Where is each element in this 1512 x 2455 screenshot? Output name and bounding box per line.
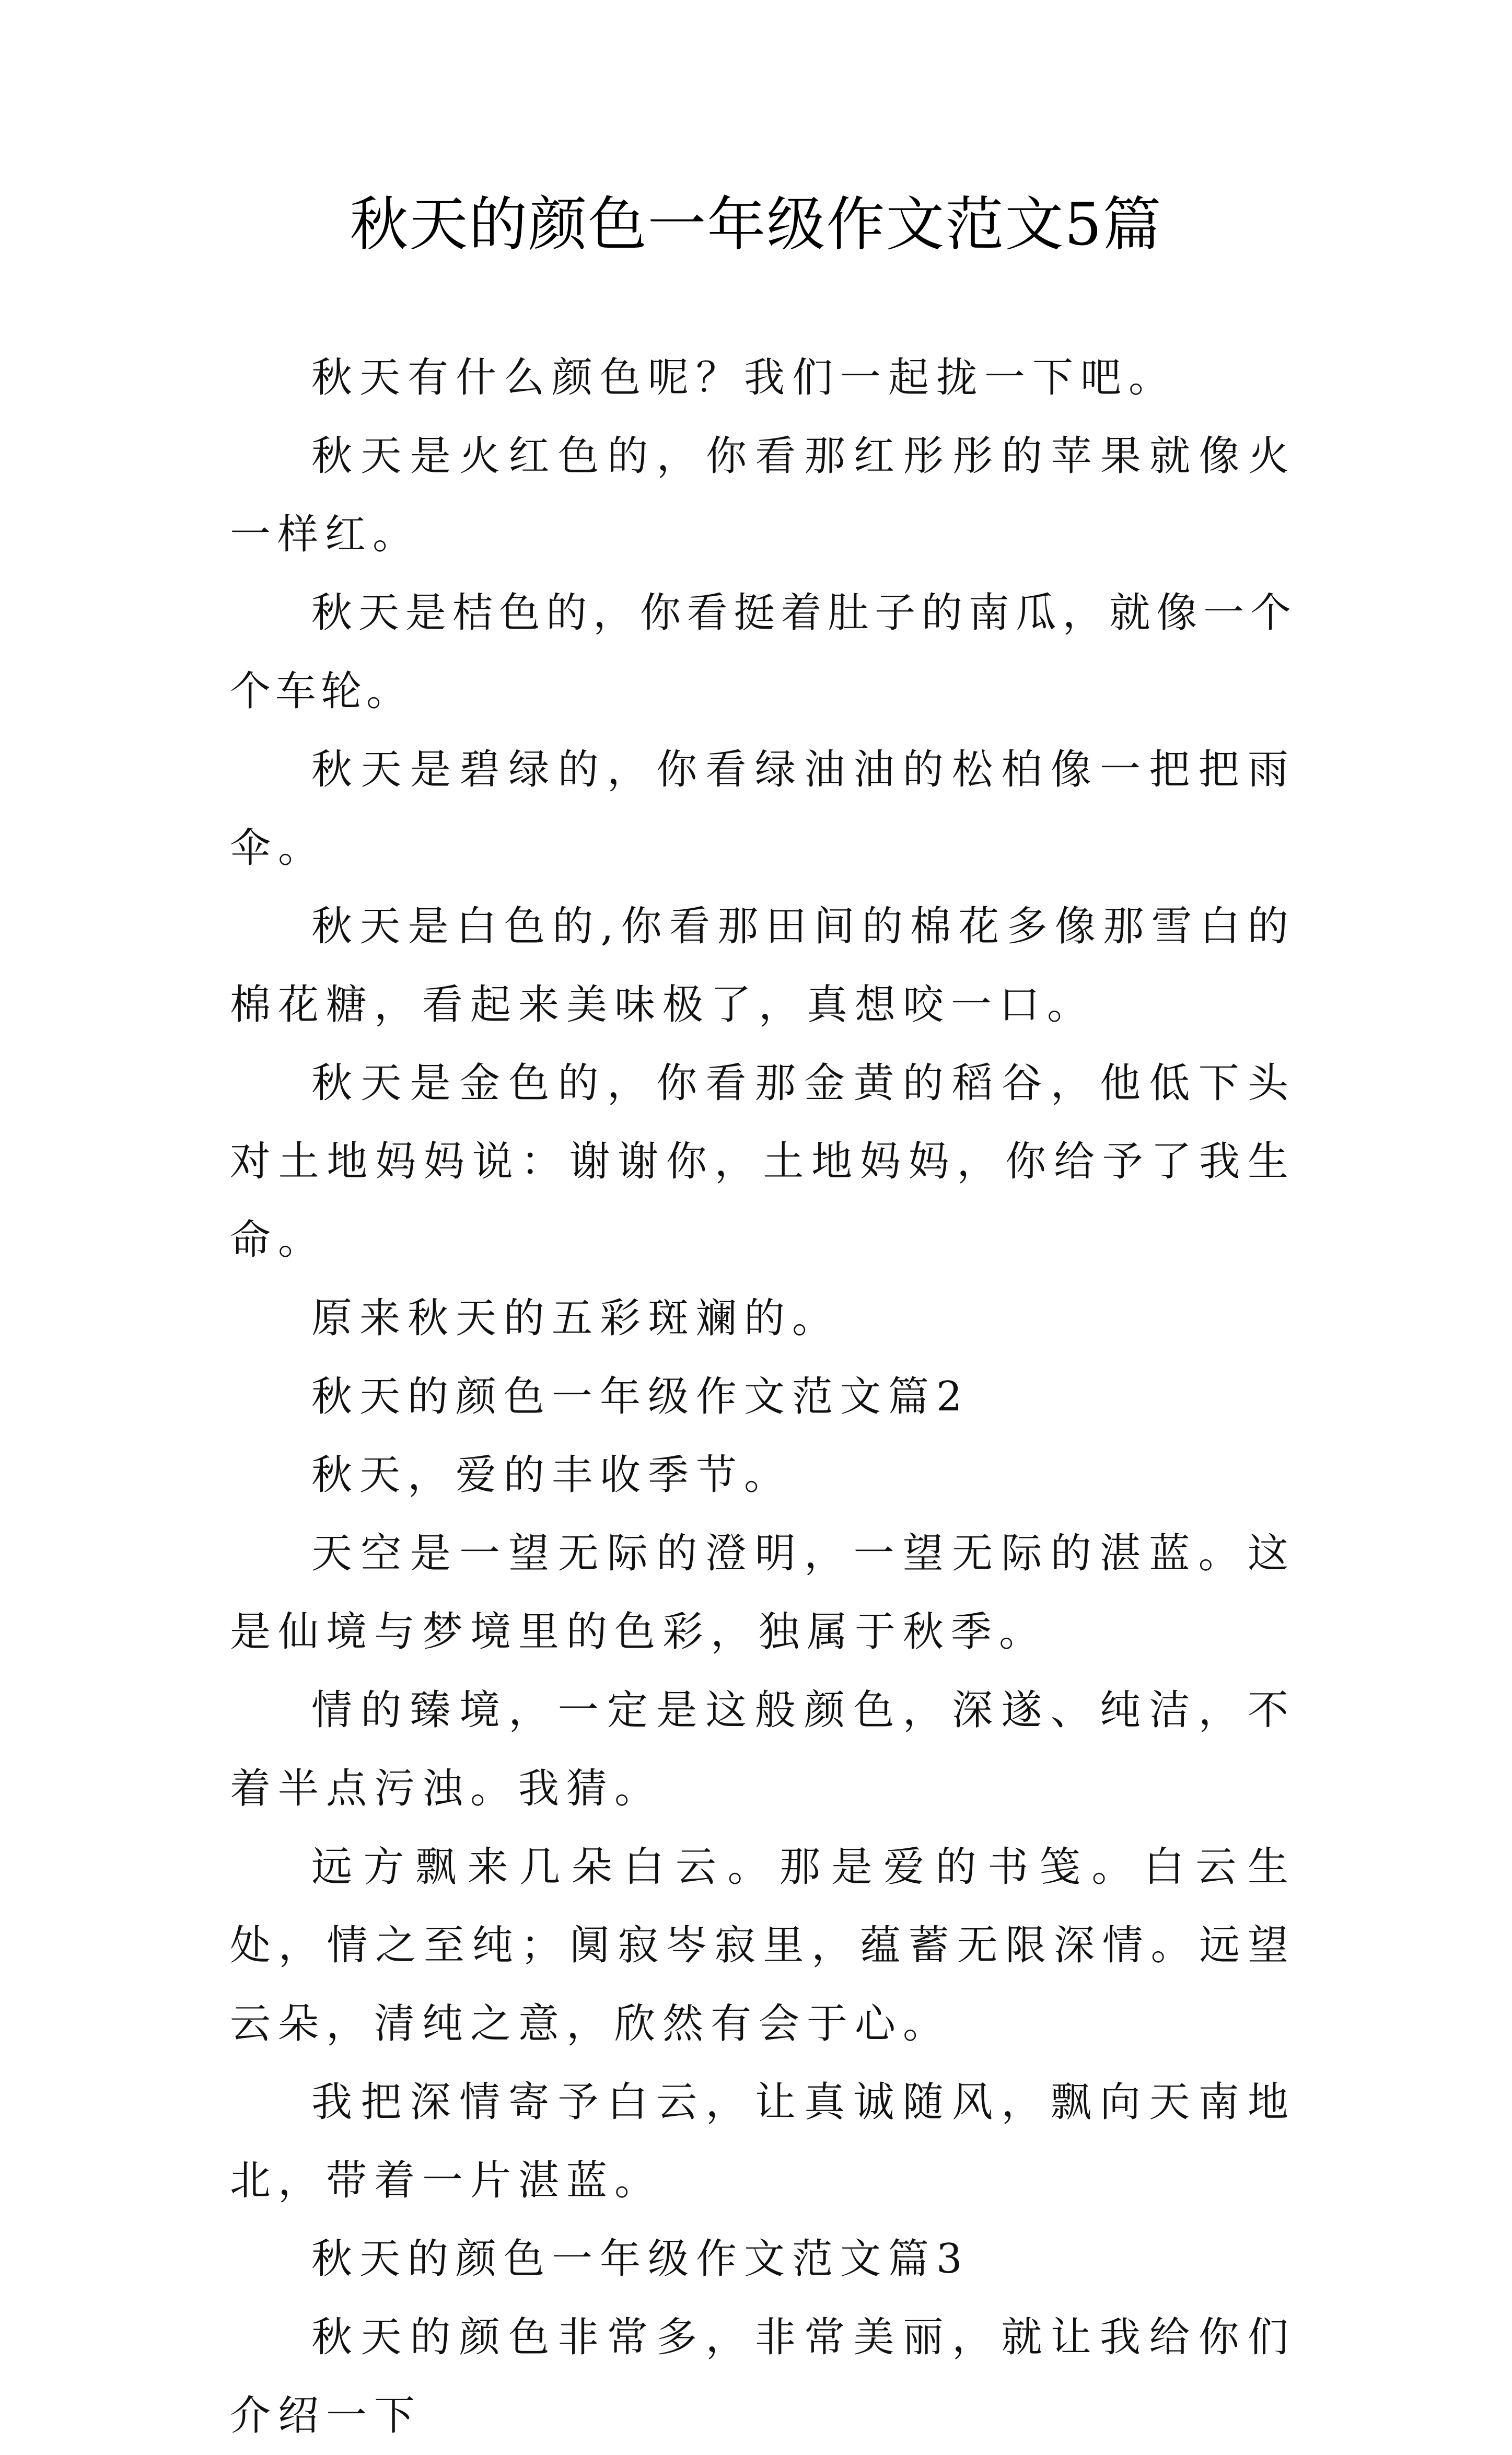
paragraph: 秋天是白色的,你看那田间的棉花多像那雪白的棉花糖，看起来美味极了，真想咬一口。 xyxy=(230,903,1296,1028)
paragraph: 远方飘来几朵白云。那是爱的书笺。白云生处，情之至纯；阒寂岑寂里，蕴蓄无限深情。远望云朵，清纯之意，欣然有会于心。 xyxy=(230,1844,1296,2047)
paragraph: 原来秋天的五彩斑斓的。 xyxy=(311,1295,841,1342)
paragraph: 秋天是碧绿的，你看绿油油的松柏像一把把雨伞。 xyxy=(230,746,1296,872)
paragraph: 情的臻境，一定是这般颜色，深遂、纯洁，不着半点污浊。我猜。 xyxy=(230,1687,1296,1812)
paragraph: 秋天是金色的，你看那金黄的稻谷，他低下头对土地妈妈说：谢谢你，土地妈妈，你给予了我生命。 xyxy=(230,1060,1296,1264)
paragraph: 我把深情寄予白云，让真诚随风，飘向天南地北，带着一片湛蓝。 xyxy=(230,2079,1296,2204)
section-heading: 秋天的颜色一年级作文范文篇2 xyxy=(311,1373,970,1420)
paragraph: 秋天，爱的丰收季节。 xyxy=(311,1452,793,1499)
paragraph: 秋天的颜色非常多，非常美丽，就让我给你们介绍一下 xyxy=(230,2314,1296,2439)
paragraph: 天空是一望无际的澄明，一望无际的湛蓝。这是仙境与梦境里的色彩，独属于秋季。 xyxy=(230,1530,1296,1655)
section-heading: 秋天的颜色一年级作文范文篇3 xyxy=(311,2236,970,2283)
document-title: 秋天的颜色一年级作文范文5篇 xyxy=(350,191,1162,259)
paragraph: 秋天是火红色的，你看那红彤彤的苹果就像火一样红。 xyxy=(230,433,1296,558)
paragraph: 秋天有什么颜色呢？我们一起拢一下吧。 xyxy=(311,354,1177,401)
document-body xyxy=(230,339,1296,2455)
paragraph: 秋天是桔色的，你看挺着肚子的南瓜，就像一个个车轮。 xyxy=(230,589,1296,715)
